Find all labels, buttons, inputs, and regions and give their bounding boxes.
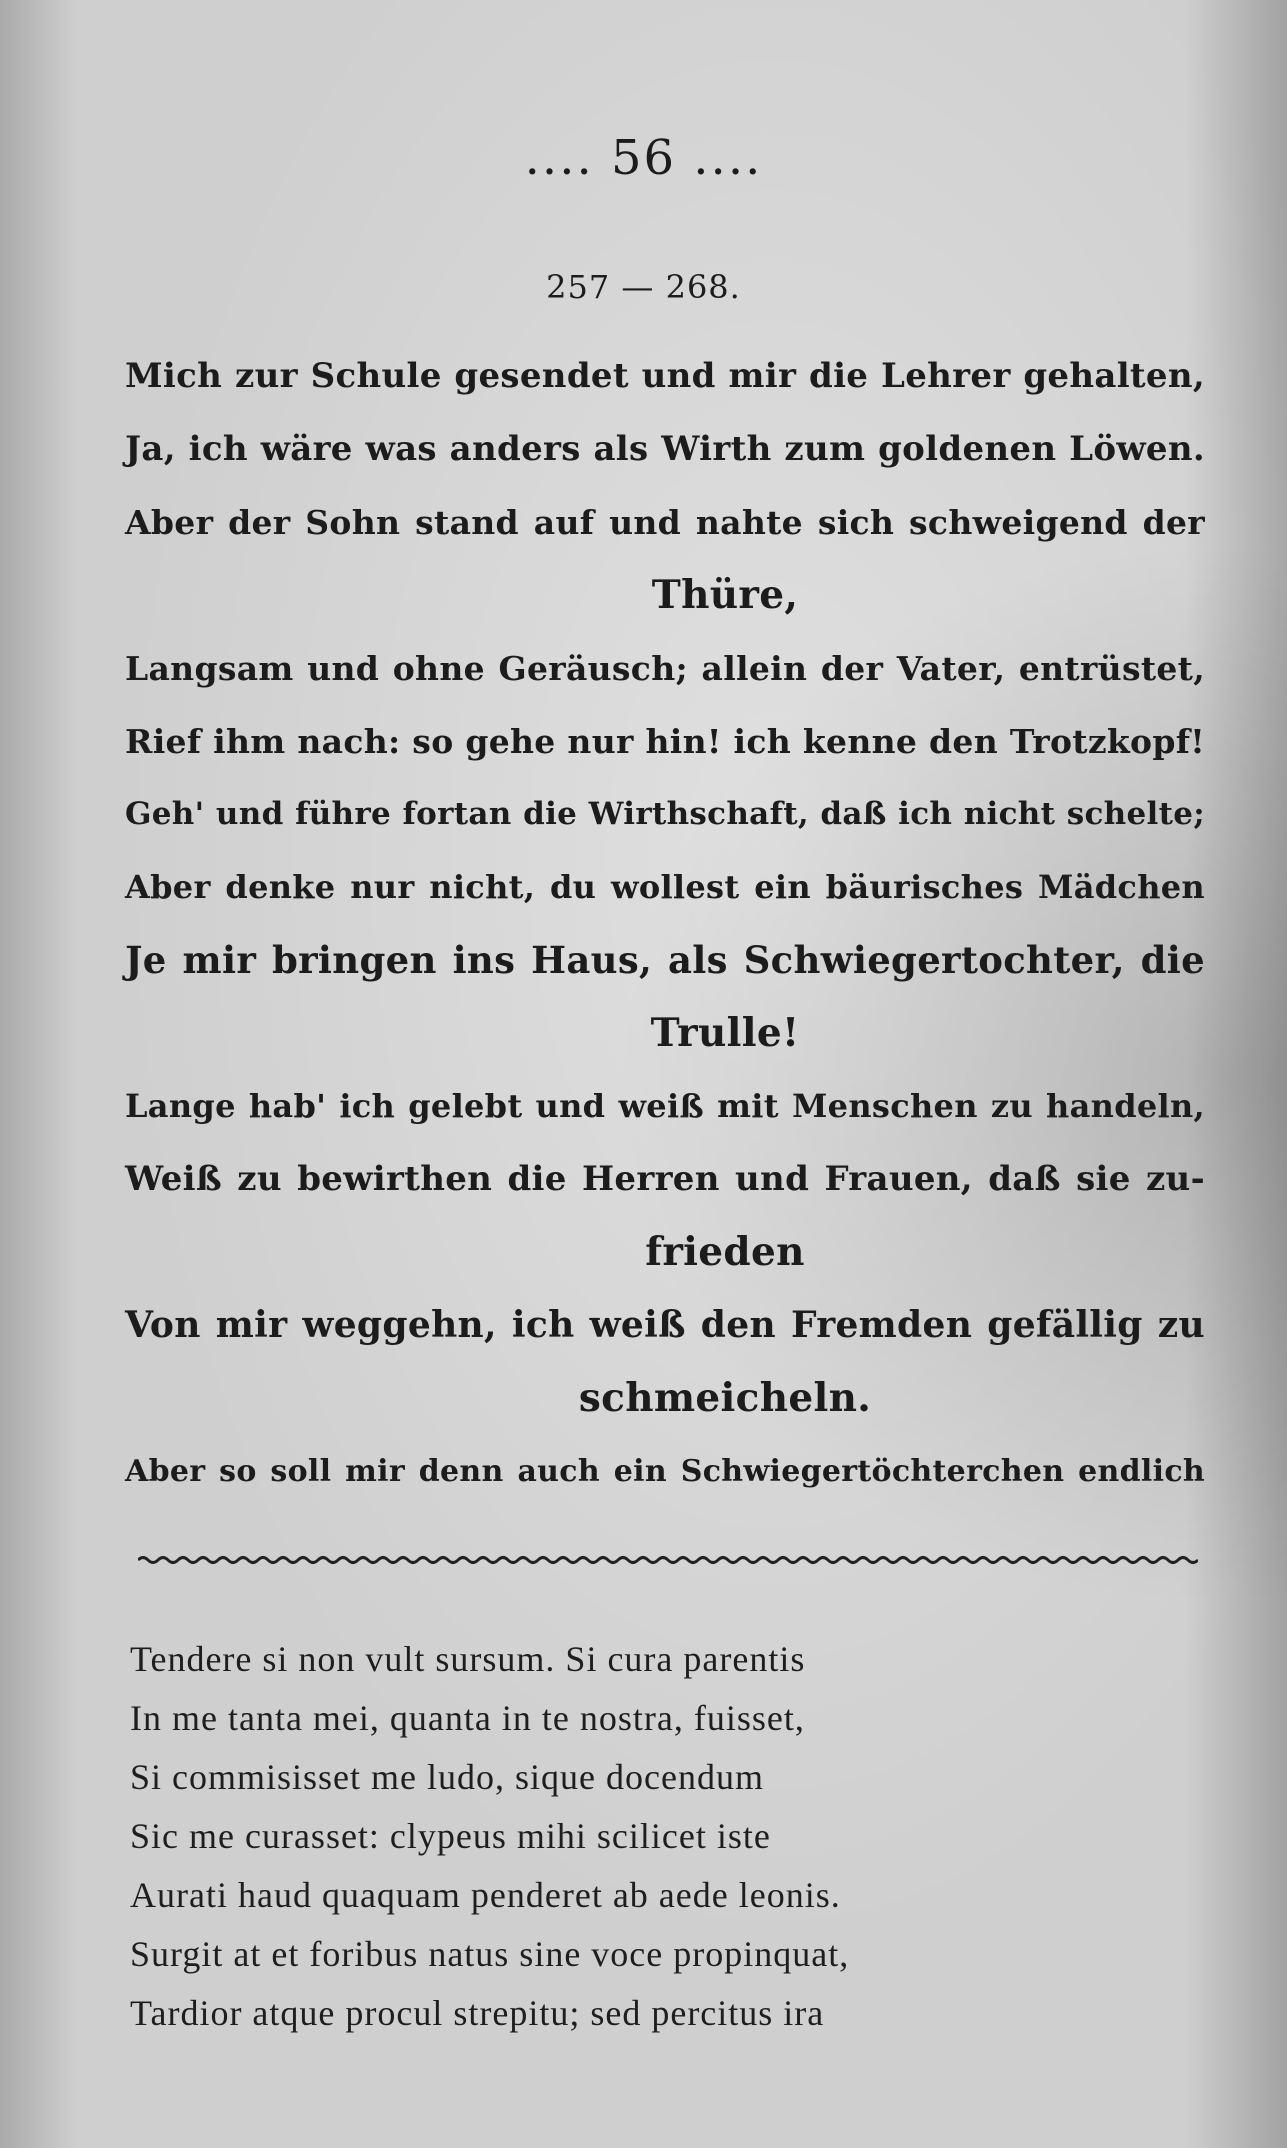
german-line: Mich zur Schule gesendet und mir die Lehrer gehalten, xyxy=(125,356,1205,396)
german-line: Aber der Sohn stand auf und nahte sich schweigend der xyxy=(125,503,1205,542)
german-line-continuation: Trulle! xyxy=(650,1010,800,1056)
page-number: .... 56 .... xyxy=(524,130,763,186)
german-line: Ja, ich wäre was anders als Wirth zum goldenen Löwen. xyxy=(125,429,1205,469)
german-line: Langsam und ohne Geräusch; allein der Vater, entrüstet, xyxy=(125,649,1205,688)
german-line-continuation: frieden xyxy=(645,1229,805,1275)
german-verse-block xyxy=(125,340,1205,1508)
german-line: Weiß zu bewirthen die Herren und Frauen, daß sie zu- xyxy=(125,1159,1205,1199)
latin-line: Tardior atque procul strepitu; sed percitus ira xyxy=(130,1993,825,2033)
german-line: Rief ihm nach: so gehe nur hin! ich kenne den Trotzkopf! xyxy=(125,722,1205,761)
latin-verse-block xyxy=(130,1630,1090,2043)
latin-line: Tendere si non vult sursum. Si cura parentis xyxy=(130,1639,806,1679)
latin-line: In me tanta mei, quanta in te nostra, fuisset, xyxy=(130,1698,805,1738)
german-line: Aber denke nur nicht, du wollest ein bäurisches Mädchen xyxy=(125,868,1205,906)
latin-line: Si commisisset me ludo, sique docendum xyxy=(130,1757,764,1797)
german-line: Aber so soll mir denn auch ein Schwiegertöchterchen endlich xyxy=(125,1454,1205,1489)
german-line: Geh' und führe fortan die Wirthschaft, daß ich nicht schelte; xyxy=(125,796,1205,832)
german-line: Von mir weggehn, ich weiß den Fremden gefällig zu xyxy=(125,1304,1205,1346)
verse-range: 257 — 268. xyxy=(546,268,741,306)
wavy-separator xyxy=(138,1555,1198,1565)
latin-line: Surgit at et foribus natus sine voce propinquat, xyxy=(130,1934,850,1974)
latin-line: Aurati haud quaquam penderet ab aede leonis. xyxy=(130,1875,841,1915)
german-line-continuation: Thüre, xyxy=(651,572,799,618)
german-line: Lange hab' ich gelebt und weiß mit Menschen zu handeln, xyxy=(125,1087,1205,1125)
latin-line: Sic me curasset: clypeus mihi scilicet iste xyxy=(130,1816,771,1856)
german-line-continuation: schmeicheln. xyxy=(578,1375,872,1421)
german-line: Je mir bringen ins Haus, als Schwiegertochter, die xyxy=(125,938,1205,982)
